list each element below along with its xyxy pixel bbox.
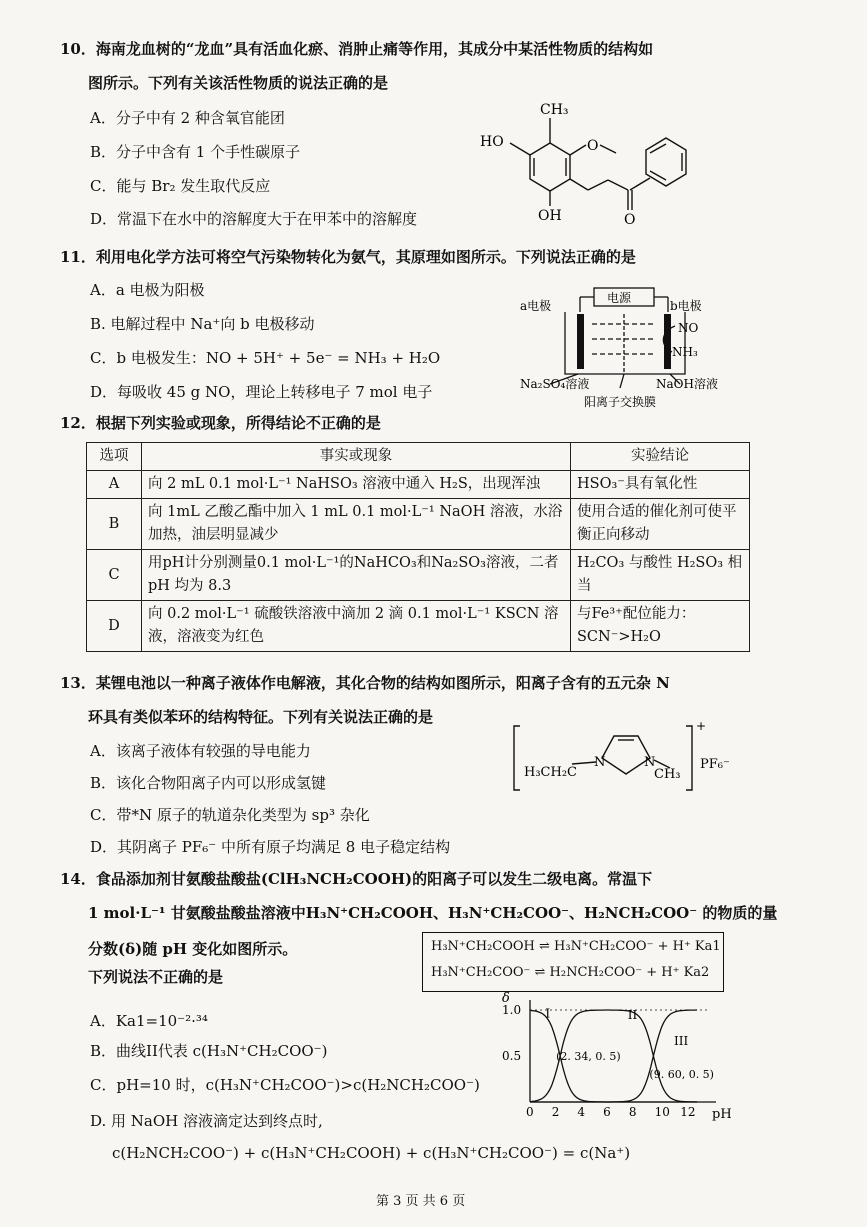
q14-stem-line1: 14．食品添加剂甘氨酸盐酸盐(ClH₃NCH₂COOH)的阳离子可以发生二级电离。常温下 bbox=[60, 870, 653, 888]
table-row bbox=[87, 550, 750, 601]
q13-n2-label: N bbox=[644, 755, 656, 770]
q11-power-label: 电源 bbox=[607, 291, 632, 305]
q14-option-c: C．pH=10 时，c(H₃N⁺CH₂COO⁻)>c(H₂NCH₂COO⁻) bbox=[90, 1076, 480, 1094]
table-cell: HSO₃⁻具有氧化性 bbox=[571, 471, 750, 499]
chart-y-tick-label: 1.0 bbox=[502, 1003, 522, 1017]
table-cell: 向 2 mL 0.1 mol·L⁻¹ NaHSO₃ 溶液中通入 H₂S，出现浑浊 bbox=[142, 471, 571, 499]
table-row bbox=[87, 471, 750, 499]
q13-anion-label: PF₆⁻ bbox=[700, 757, 730, 772]
q10-ho-label: HO bbox=[480, 134, 504, 150]
q12-table-header-row bbox=[87, 443, 750, 471]
q12-header-conclusion: 实验结论 bbox=[571, 443, 750, 471]
q12-table bbox=[86, 442, 750, 652]
q13-ethyl-label: H₃CH₂C bbox=[524, 765, 577, 780]
table-cell: A bbox=[87, 471, 142, 499]
q14-stem-line3: 分数(δ)随 pH 变化如图所示。 bbox=[88, 940, 298, 958]
table-cell: B bbox=[87, 499, 142, 550]
q10-option-d: D．常温下在水中的溶解度大于在甲苯中的溶解度 bbox=[90, 210, 418, 228]
chart-annotation: (9. 60, 0. 5) bbox=[649, 1068, 714, 1081]
q14-equation-2: H₃N⁺CH₂COO⁻ ⇌ H₂NCH₂COO⁻ + H⁺ Ka2 bbox=[431, 965, 710, 980]
chart-y-axis-label: δ bbox=[502, 991, 510, 1006]
page-footer: 第 3 页 共 6 页 bbox=[376, 1194, 466, 1209]
q14-option-b: B．曲线II代表 c(H₃N⁺CH₂COO⁻) bbox=[90, 1042, 328, 1060]
q14-stem-line2: 1 mol·L⁻¹ 甘氨酸盐酸盐溶液中H₃N⁺CH₂COOH、H₃N⁺CH₂COO⁻、H₂NCH₂COO⁻ 的物质的量 bbox=[88, 904, 778, 922]
q13-option-a: A．该离子液体有较强的导电能力 bbox=[90, 742, 311, 760]
q13-n1-label: N bbox=[594, 755, 606, 770]
q11-membrane-label: 阳离子交换膜 bbox=[584, 395, 657, 409]
q10-ch3-label: CH₃ bbox=[540, 102, 569, 118]
chart-series-label: III bbox=[674, 1033, 689, 1048]
q10-stem-line1: 10．海南龙血树的“龙血”具有活血化瘀、消肿止痛等作用，其成分中某活性物质的结构如 bbox=[60, 40, 654, 58]
table-cell: 与Fe³⁺配位能力：SCN⁻>H₂O bbox=[571, 601, 750, 652]
table-cell: C bbox=[87, 550, 142, 601]
chart-annotation: (2. 34, 0. 5) bbox=[556, 1050, 621, 1063]
q10-stem-line2: 图所示。下列有关该活性物质的说法正确的是 bbox=[88, 74, 389, 92]
table-row bbox=[87, 499, 750, 550]
q14-distribution-chart bbox=[490, 990, 740, 1130]
q11-option-b: B. 电解过程中 Na⁺向 b 电极移动 bbox=[90, 315, 315, 333]
q13-option-c: C．带*N 原子的轨道杂化类型为 sp³ 杂化 bbox=[90, 806, 370, 824]
chart-series-label: I bbox=[545, 1006, 551, 1021]
q13-stem-line2: 环具有类似苯环的结构特征。下列有关说法正确的是 bbox=[88, 708, 434, 726]
q14-option-a: A．Ka1=10⁻²·³⁴ bbox=[90, 1012, 208, 1030]
table-cell: D bbox=[87, 601, 142, 652]
chart-x-tick-label: 8 bbox=[628, 1105, 637, 1119]
q11-stem: 11．利用电化学方法可将空气污染物转化为氨气，其原理如图所示。下列说法正确的是 bbox=[60, 248, 636, 266]
q12-stem: 12．根据下列实验或现象，所得结论不正确的是 bbox=[60, 414, 381, 432]
q11-option-d: D．每吸收 45 g NO，理论上转移电子 7 mol 电子 bbox=[90, 383, 433, 401]
q10-option-a: A．分子中有 2 种含氧官能团 bbox=[90, 109, 285, 127]
table-row bbox=[87, 601, 750, 652]
q12-header-option: 选项 bbox=[87, 443, 142, 471]
table-cell: 向 1mL 乙酸乙酯中加入 1 mL 0.1 mol·L⁻¹ NaOH 溶液，水浴加热，油层明显减少 bbox=[142, 499, 571, 550]
q10-structure-diagram bbox=[470, 98, 740, 230]
q14-option-d-equation: c(H₂NCH₂COO⁻) + c(H₃N⁺CH₂COOH) + c(H₃N⁺CH₂COO⁻) = c(Na⁺) bbox=[112, 1144, 631, 1162]
q13-option-b: B．该化合物阳离子内可以形成氢键 bbox=[90, 774, 327, 792]
table-cell: 用pH计分别测量0.1 mol·L⁻¹的NaHCO₃和Na₂SO₃溶液，二者 pH 均为 8.3 bbox=[142, 550, 571, 601]
q10-option-c: C．能与 Br₂ 发生取代反应 bbox=[90, 177, 271, 195]
chart-x-tick-label: 2 bbox=[551, 1105, 560, 1119]
q11-right-solution-label: NaOH溶液 bbox=[656, 377, 718, 391]
table-cell: 向 0.2 mol·L⁻¹ 硫酸铁溶液中滴加 2 滴 0.1 mol·L⁻¹ KSCN 溶液，溶液变为红色 bbox=[142, 601, 571, 652]
q12-header-fact: 事实或现象 bbox=[142, 443, 571, 471]
q14-stem-line4: 下列说法不正确的是 bbox=[88, 968, 224, 986]
q11-no-label: NO bbox=[678, 321, 699, 335]
q10-keto-o-label: O bbox=[624, 212, 636, 228]
q11-option-a: A．a 电极为阳极 bbox=[90, 281, 205, 299]
chart-x-tick-label: 4 bbox=[577, 1105, 586, 1119]
q11-option-c: C．b 电极发生：NO + 5H⁺ + 5e⁻ = NH₃ + H₂O bbox=[90, 349, 441, 367]
q10-oh-label: OH bbox=[538, 208, 562, 224]
q14-option-d: D. 用 NaOH 溶液滴定达到终点时, bbox=[90, 1112, 323, 1130]
q11-left-solution-label: Na₂SO₄溶液 bbox=[520, 377, 590, 391]
table-cell: 使用合适的催化剂可使平衡正向移动 bbox=[571, 499, 750, 550]
q14-equation-1: H₃N⁺CH₂COOH ⇌ H₃N⁺CH₂COO⁻ + H⁺ Ka1 bbox=[431, 939, 721, 954]
chart-x-axis-label: pH bbox=[712, 1107, 732, 1122]
q14-equilibrium-box bbox=[422, 932, 724, 992]
q13-ionic-liquid-structure bbox=[510, 718, 740, 798]
q10-option-b: B．分子中含有 1 个手性碳原子 bbox=[90, 143, 301, 161]
q10-ome-o-label: O bbox=[587, 138, 599, 154]
chart-x-tick-label: 12 bbox=[680, 1105, 696, 1119]
q13-charge-label: + bbox=[696, 719, 707, 733]
q13-option-d: D．其阴离子 PF₆⁻ 中所有原子均满足 8 电子稳定结构 bbox=[90, 838, 451, 856]
chart-y-tick-label: 0.5 bbox=[502, 1049, 522, 1063]
chart-x-tick-label: 6 bbox=[603, 1105, 611, 1119]
q11-electrolysis-diagram bbox=[520, 284, 750, 414]
q11-nh3-label: NH₃ bbox=[672, 345, 698, 359]
q13-stem-line1: 13．某锂电池以一种离子液体作电解液，其化合物的结构如图所示，阳离子含有的五元杂 N bbox=[60, 674, 670, 692]
q11-a-electrode-label: a电极 bbox=[520, 299, 552, 313]
q13-methyl-label: CH₃ bbox=[654, 767, 681, 782]
chart-x-tick-label: 0 bbox=[526, 1105, 534, 1119]
q11-b-electrode-label: b电极 bbox=[670, 299, 702, 313]
table-cell: H₂CO₃ 与酸性 H₂SO₃ 相当 bbox=[571, 550, 750, 601]
chart-series-label: II bbox=[627, 1008, 638, 1023]
chart-x-tick-label: 10 bbox=[654, 1105, 670, 1119]
